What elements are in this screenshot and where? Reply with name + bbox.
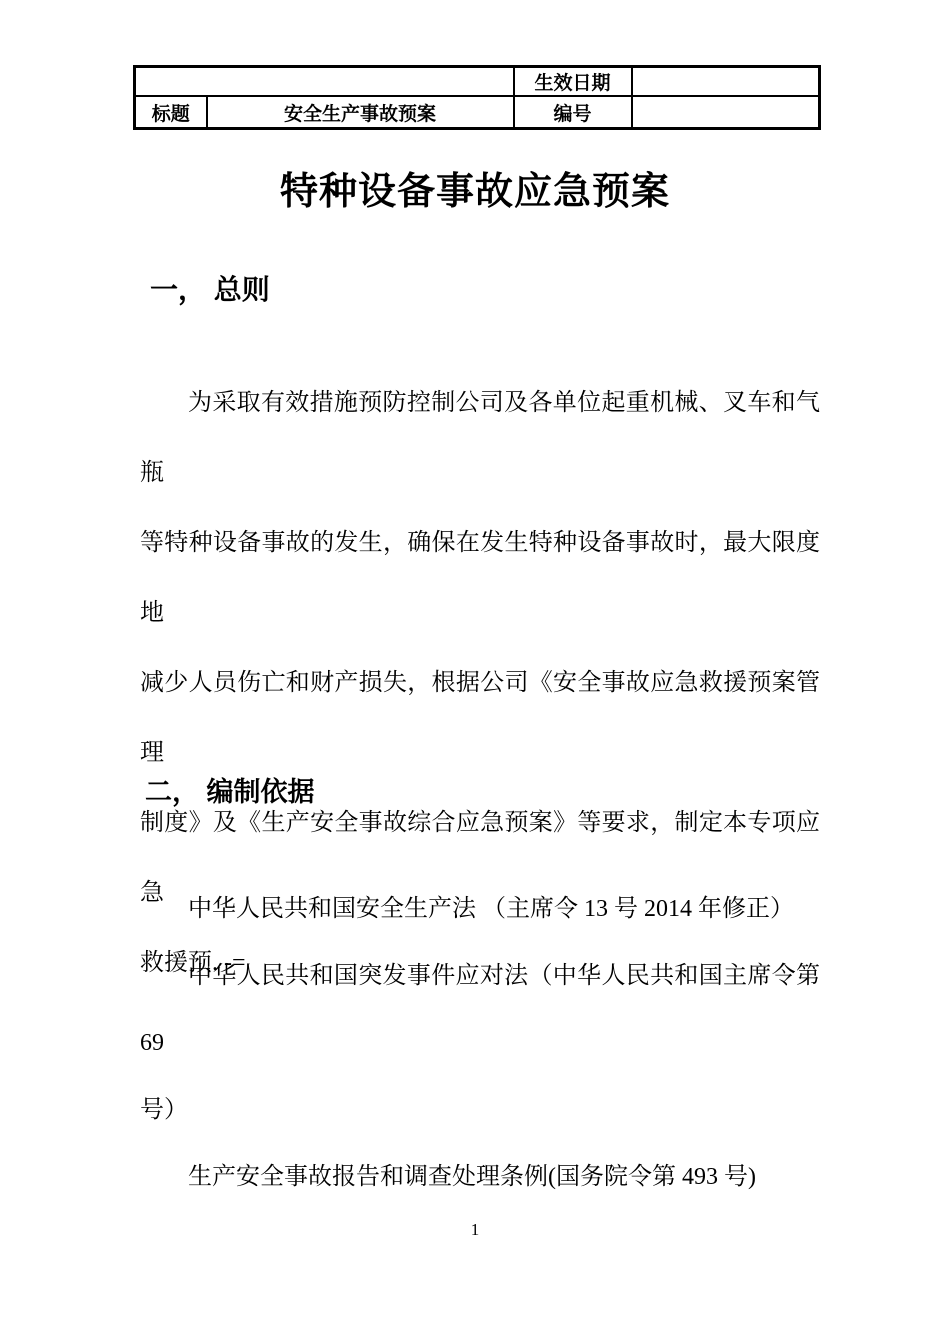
number-value-cell (632, 96, 820, 129)
reference-line: 中华人民共和国安全生产法 （主席令 13 号 2014 年修正） (188, 896, 794, 922)
header-table-row (135, 67, 820, 97)
page-number: 1 (470, 1220, 480, 1239)
section-2-references (140, 876, 820, 1211)
number-label: 编号 (514, 96, 632, 129)
header-table (133, 65, 821, 130)
paragraph-line: 等特种设备事故的发生，确保在发生特种设备事故时，最大限度地 (140, 530, 820, 626)
title-label: 标题 (135, 96, 207, 129)
reference-line: 生产安全事故报告和调查处理条例(国务院令第 493 号) (188, 1164, 756, 1190)
reference-line: 中华人民共和国突发事件应对法（中华人民共和国主席令第 69 (140, 963, 820, 1056)
title-value: 安全生产事故预案 (207, 96, 514, 129)
section-heading-general-provisions: 一， 总则 (150, 274, 270, 305)
header-table-row (135, 96, 820, 129)
document-title: 特种设备事故应急预案 (279, 171, 670, 213)
paragraph-line: 为采取有效措施预防控制公司及各单位起重机械、叉车和气瓶 (140, 390, 820, 486)
paragraph-line: 减少人员伤亡和财产损失，根据公司《安全事故应急救援预案管理 (140, 670, 820, 766)
paragraph-line: 制度》及《生产安全事故综合应急预案》等要求，制定本专项应急 (140, 810, 820, 906)
paragraph-line: 救援预. -= (140, 950, 246, 976)
header-merged-empty-cell (135, 67, 514, 97)
reference-line: 号） (140, 1097, 188, 1123)
section-heading-compilation-basis: 二， 编制依据 (145, 777, 315, 807)
effective-date-label: 生效日期 (514, 67, 632, 97)
effective-date-value-cell (632, 67, 820, 97)
